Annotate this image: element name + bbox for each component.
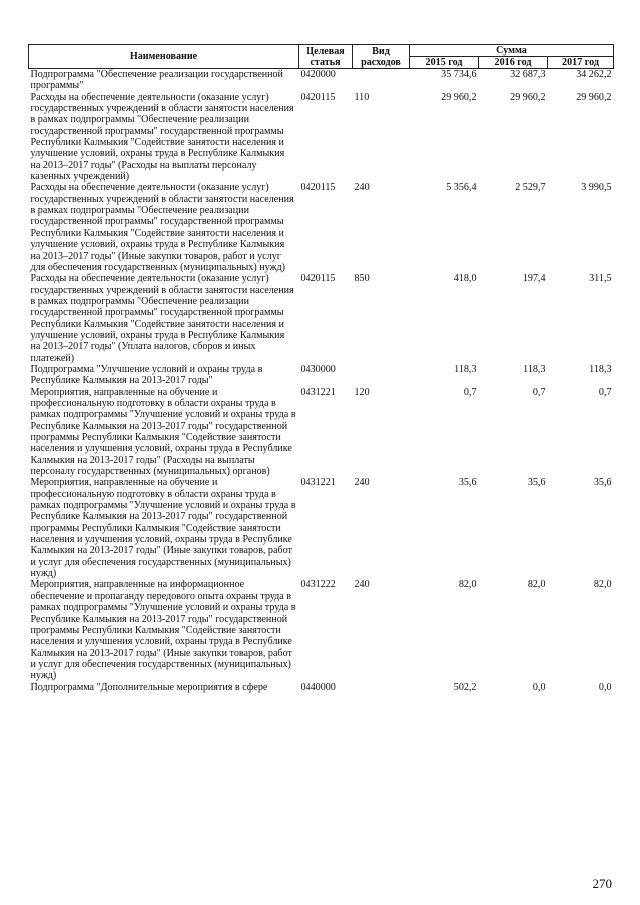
row-target-article: 0430000 bbox=[300, 363, 336, 375]
row-sum-2015: 29 960,2 bbox=[441, 91, 477, 103]
row-expense-type bbox=[353, 69, 410, 92]
row-sum-2015: 502,2 bbox=[453, 681, 477, 693]
row-sum-2016: 35,6 bbox=[527, 477, 546, 489]
row-target-article: 0420115 bbox=[300, 91, 336, 103]
row-sum-2016: 29 960,2 bbox=[510, 91, 546, 103]
row-sum-2015: 418,0 bbox=[453, 273, 477, 285]
table-row bbox=[29, 682, 614, 693]
row-sum-2016: 0,0 bbox=[532, 681, 546, 693]
row-sum-2017: 35,6 bbox=[593, 477, 612, 489]
row-name: Мероприятия, направленные на информационное обеспечение и пропаганду передового опыта охраны труда в рамках подпрограммы "Улучшение условий и охраны труда в Республике Калмыкия на 2013-2017 годы" государственной программы Республики Калмыкия "Содействие занятости населения и улучшения условий, охраны труда в Республике Калмыкия на 2013-2017 годы" (Иные закупки товаров, работ и услуг для обеспечения государственных (муниципальных) нужд) bbox=[30, 579, 296, 682]
row-sum-2017: 118,3 bbox=[589, 363, 612, 375]
row-target-article: 0431222 bbox=[300, 579, 336, 591]
row-expense-type bbox=[353, 682, 410, 693]
header-name: Наименование bbox=[29, 45, 299, 69]
row-expense-type bbox=[353, 364, 410, 387]
header-year-2016: 2016 год bbox=[479, 57, 548, 69]
row-name: Подпрограмма "Обеспечение реализации государственной программы" bbox=[30, 69, 283, 92]
table-row bbox=[29, 387, 614, 478]
row-sum-2016: 0,7 bbox=[532, 386, 546, 398]
row-sum-2017: 311,5 bbox=[589, 273, 612, 285]
table-row bbox=[29, 182, 614, 273]
row-sum-2015: 35 734,6 bbox=[441, 69, 477, 80]
table-header bbox=[29, 45, 614, 69]
row-sum-2017: 0,0 bbox=[598, 681, 612, 693]
row-sum-2017: 29 960,2 bbox=[576, 91, 612, 103]
table-row bbox=[29, 579, 614, 681]
row-name: Подпрограмма "Улучшение условий и охраны труда в Республике Калмыкия на 2013-2017 годы" bbox=[30, 363, 263, 387]
header-expense-type: Вид расходов bbox=[353, 45, 410, 69]
row-sum-2016: 2 529,7 bbox=[515, 182, 546, 194]
table-row bbox=[29, 364, 614, 387]
row-name: Мероприятия, направленные на обучение и профессиональную подготовку в области охраны труда в рамках подпрограммы "Улучшение условий и охраны труда в Республике Калмыкия на 2013-2017 годы" государственной программы Республики Калмыкия "Содействие занятости населения и улучшения условий, охраны труда в Республике Калмыкия на 2013-2017 годы" (Иные закупки товаров, работ и услуг для обеспечения государственных (муниципальных) нужд) bbox=[30, 477, 296, 580]
row-sum-2016: 32 687,3 bbox=[510, 69, 546, 80]
header-year-2017: 2017 год bbox=[548, 57, 614, 69]
row-target-article: 0431221 bbox=[300, 386, 336, 398]
row-name: Расходы на обеспечение деятельности (оказание услуг) государственных учреждений в области занятости населения в рамках подпрограммы "Обеспечение реализации государственной программы" государственной программы Республики Калмыкия "Содействие занятости населения и улучшение условий, охраны труда в Республике Калмыкия на 2013–2017 годы" (Иные закупки товаров, работ и услуг для обеспечения государственных (муниципальных) нужд) bbox=[30, 182, 294, 273]
table-body bbox=[29, 69, 614, 693]
row-sum-2016: 118,3 bbox=[523, 363, 546, 375]
row-target-article: 0420115 bbox=[300, 182, 336, 194]
table-row bbox=[29, 92, 614, 183]
row-target-article: 0420000 bbox=[300, 69, 336, 80]
header-year-2015: 2015 год bbox=[410, 57, 479, 69]
row-expense-type: 240 bbox=[354, 579, 370, 591]
row-sum-2016: 197,4 bbox=[522, 273, 546, 285]
row-target-article: 0440000 bbox=[300, 681, 336, 693]
row-expense-type: 120 bbox=[354, 386, 370, 398]
row-sum-2015: 5 356,4 bbox=[446, 182, 477, 194]
row-expense-type: 240 bbox=[354, 477, 370, 489]
row-expense-type: 850 bbox=[354, 273, 370, 285]
row-sum-2017: 82,0 bbox=[593, 579, 612, 591]
row-sum-2015: 82,0 bbox=[458, 579, 477, 591]
row-expense-type: 110 bbox=[354, 91, 370, 103]
row-sum-2015: 0,7 bbox=[463, 386, 477, 398]
row-target-article: 0420115 bbox=[300, 273, 336, 285]
row-sum-2015: 118,3 bbox=[454, 363, 477, 375]
page-number: 270 bbox=[592, 876, 612, 891]
table-row bbox=[29, 477, 614, 579]
row-name: Расходы на обеспечение деятельности (оказание услуг) государственных учреждений в области занятости населения в рамках подпрограммы "Обеспечение реализации государственной программы" государственной программы Республики Калмыкия "Содействие занятости населения и улучшение условий, охраны труда в Республике Калмыкия на 2013–2017 годы" (Расходы на выплаты персоналу казенных учреждений) bbox=[30, 91, 294, 183]
table-row bbox=[29, 273, 614, 364]
table-row bbox=[29, 69, 614, 92]
row-expense-type: 240 bbox=[354, 182, 370, 194]
header-sum: Сумма bbox=[410, 45, 614, 57]
row-target-article: 0431221 bbox=[300, 477, 336, 489]
header-target-article: Целевая статья bbox=[299, 45, 353, 69]
row-sum-2015: 35,6 bbox=[458, 477, 477, 489]
row-sum-2017: 3 990,5 bbox=[581, 182, 612, 194]
row-sum-2017: 34 262,2 bbox=[576, 69, 612, 80]
budget-table bbox=[28, 44, 614, 693]
row-name: Расходы на обеспечение деятельности (оказание услуг) государственных учреждений в области занятости населения в рамках подпрограммы "Обеспечение реализации государственной программы" государственной программы Республики Калмыкия "Содействие занятости населения и улучшение условий, охраны труда в Республике Калмыкия на 2013–2017 годы" (Уплата налогов, сборов и иных платежей) bbox=[30, 273, 294, 364]
row-sum-2016: 82,0 bbox=[527, 579, 546, 591]
row-sum-2017: 0,7 bbox=[598, 386, 612, 398]
row-name: Подпрограмма "Дополнительные мероприятия в сфере bbox=[30, 681, 268, 693]
row-name: Мероприятия, направленные на обучение и профессиональную подготовку в области охраны труда в рамках подпрограммы "Улучшение условий и охраны труда в Республике Калмыкия на 2013-2017 годы" государственной программы Республики Калмыкия "Содействие занятости населения и улучшения условий, охраны труда в Республике Калмыкия на 2013-2017 годы" (Расходы на выплаты персоналу государственных (муниципальных) органов) bbox=[30, 386, 296, 478]
